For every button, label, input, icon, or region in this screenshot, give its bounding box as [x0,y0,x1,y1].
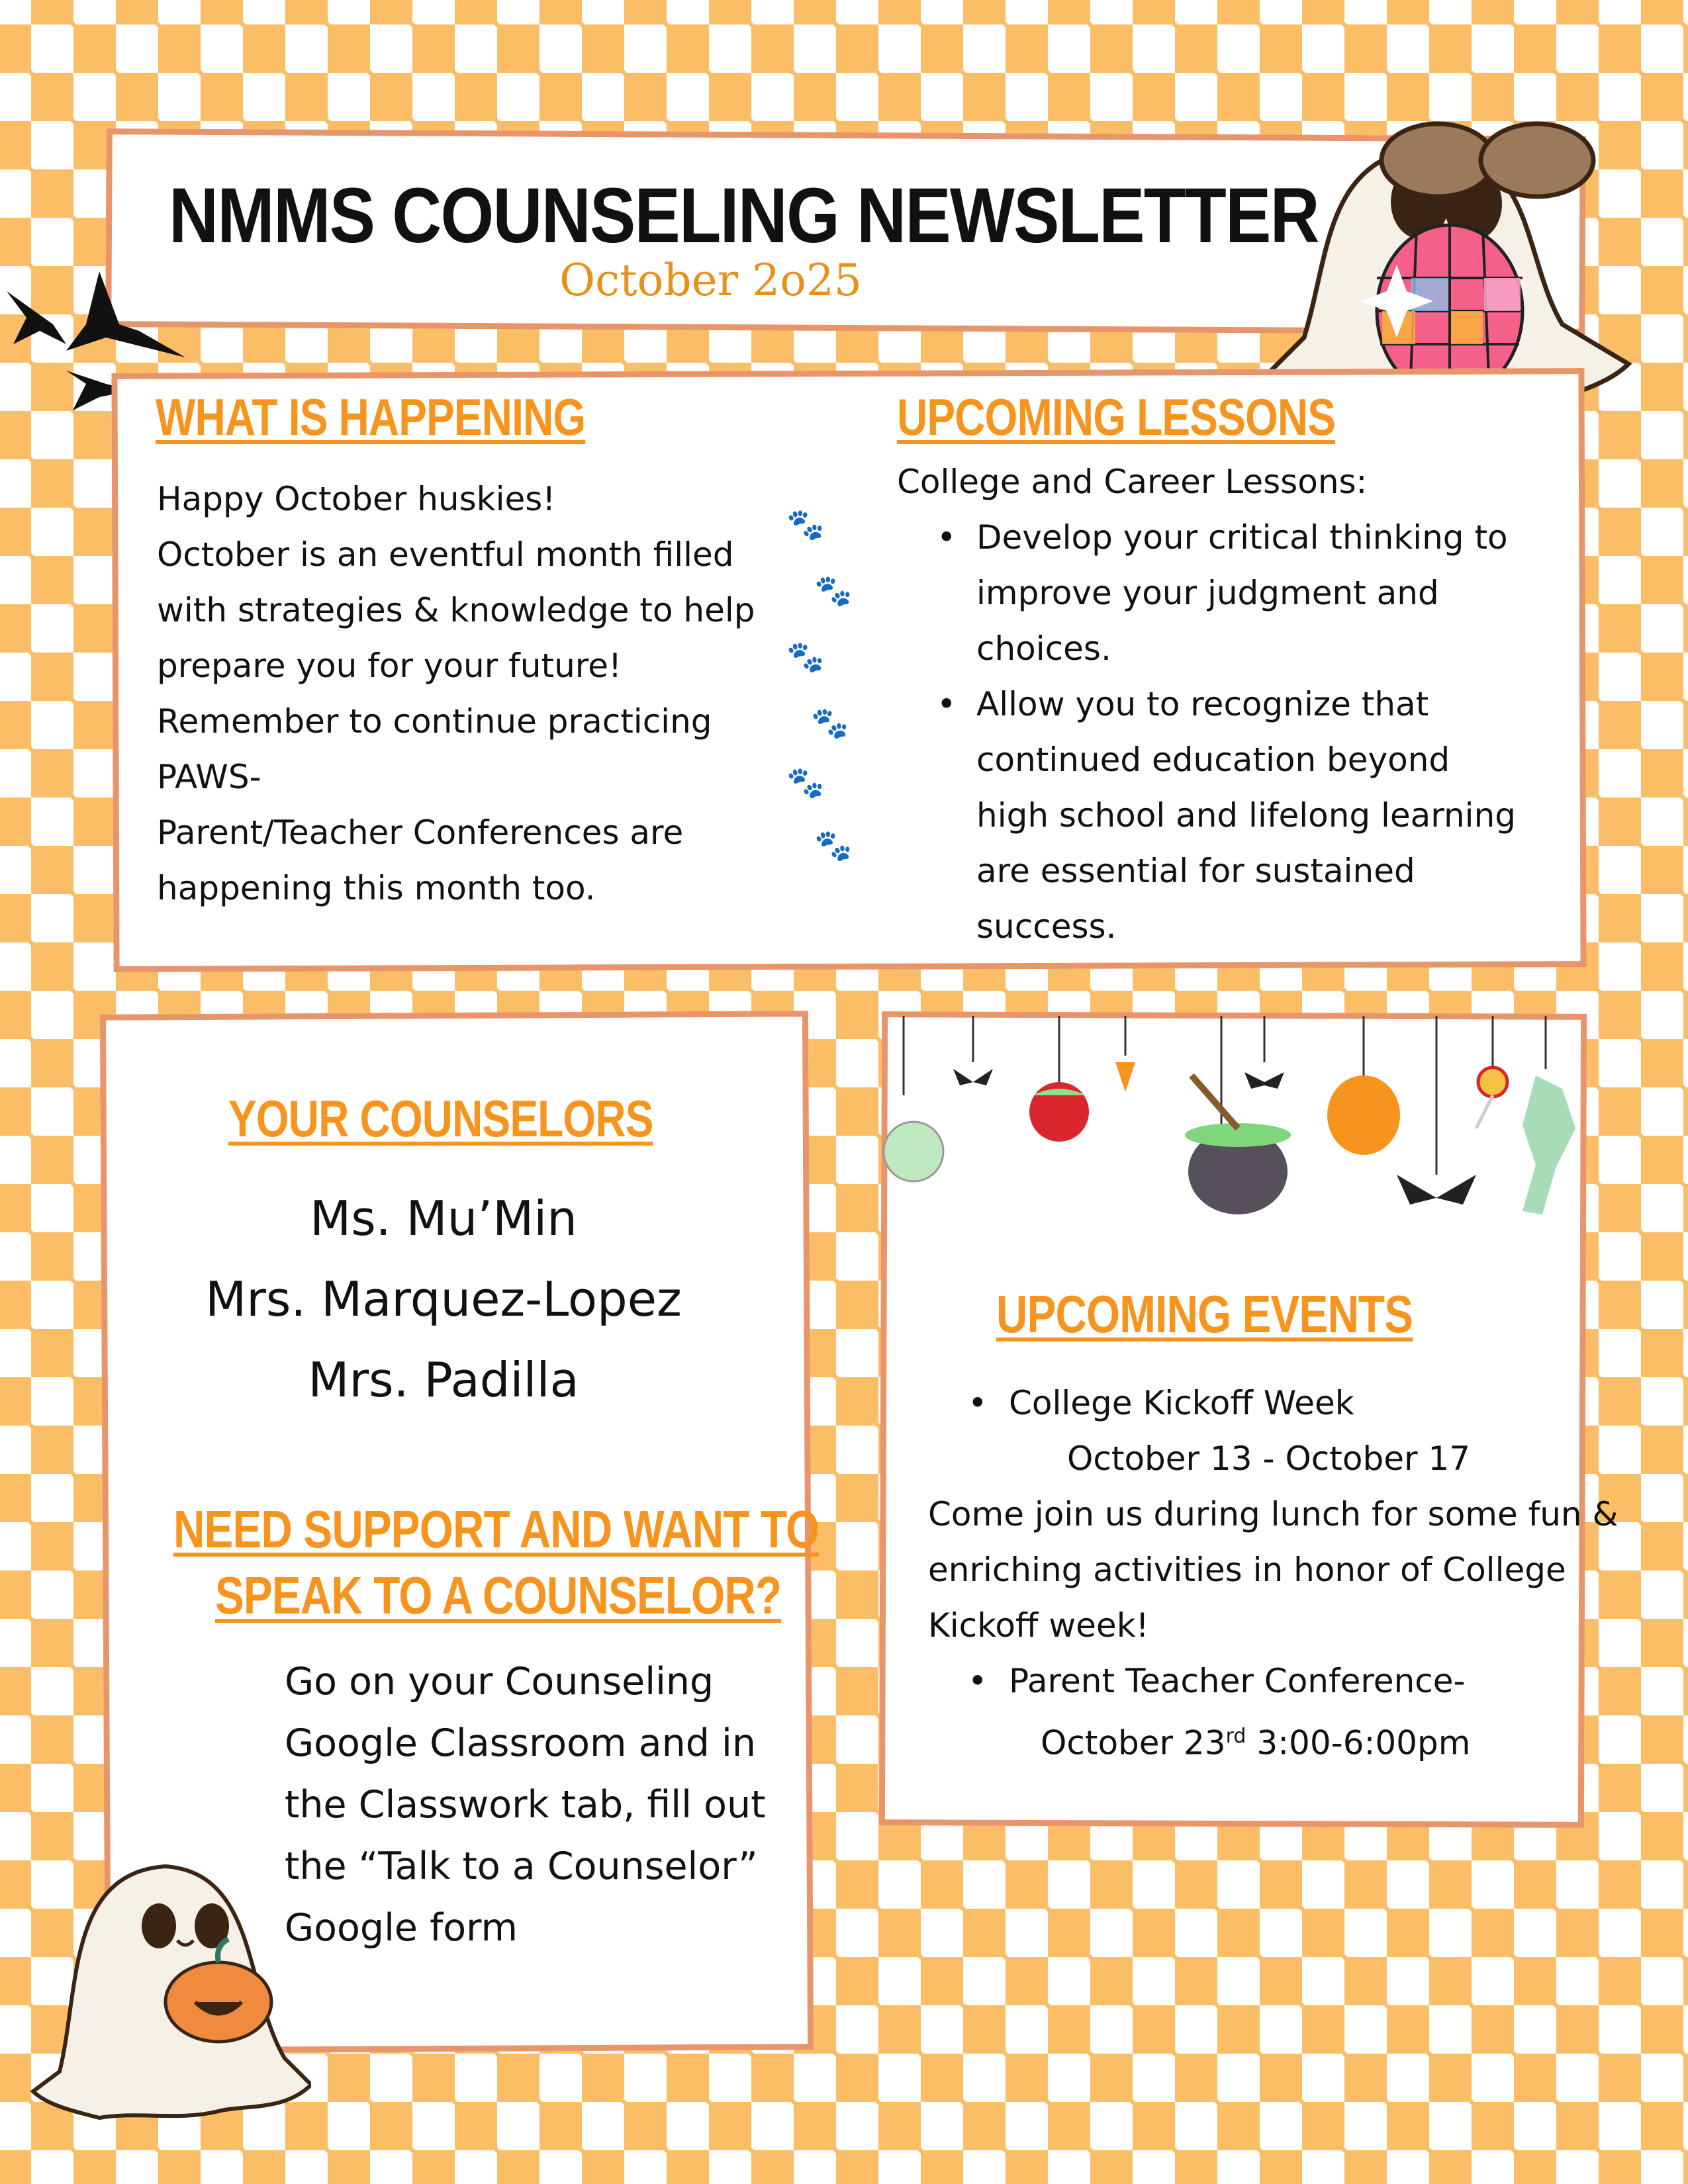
happening-line: Remember to continue practicing [157,702,712,741]
jack-o-lantern-icon [1327,1075,1400,1155]
bat-icon [1244,1072,1284,1089]
happening-text [157,471,755,916]
event-date-suffix: rd [1225,1725,1246,1748]
counselor-name: Mrs. Padilla [308,1352,579,1408]
happening-line: Parent/Teacher Conferences are [157,813,684,852]
counselor-names [113,1178,774,1420]
ghost-pumpkin-illustration [20,1833,311,2124]
event-dates: October 13 - October 17 [1067,1439,1471,1478]
paw-print-icon: 🐾 [786,506,825,542]
support-heading-line2: SPEAK TO A COUNSELOR? [215,1566,782,1625]
event-description-line: Kickoff week! [928,1606,1149,1645]
support-line: Go on your Counseling [285,1660,714,1704]
lesson-line: choices. [976,629,1111,668]
counselor-name: Mrs. Marquez-Lopez [205,1271,682,1327]
candy-corn-icon [1115,1062,1135,1092]
bat-icon [1397,1175,1476,1205]
lesson-bullet [976,510,1516,676]
lessons-intro: College and Career Lessons: [897,463,1368,501]
paw-print-icon: 🐾 [786,764,825,800]
support-line: the “Talk to a Counselor” [285,1844,758,1888]
paw-print-icon: 🐾 [814,827,853,863]
newsletter-date: October 2o25 [559,255,862,306]
lesson-bullet [976,676,1516,954]
paw-print-icon: 🐾 [786,639,825,674]
support-line: Google Classroom and in [285,1721,756,1765]
candy-apple-icon [1029,1082,1089,1142]
events-heading: UPCOMING EVENTS [996,1285,1413,1343]
event-description-line: Come join us during lunch for some fun & [928,1495,1618,1533]
event-title: College Kickoff Week [1009,1384,1354,1422]
halloween-hanging-decorations [880,1016,1582,1234]
event-description-line: enriching activities in honor of College [928,1551,1566,1589]
newsletter-title: NMMS COUNSELING NEWSLETTER [169,172,1319,259]
happening-line: with strategies & knowledge to help [157,591,755,629]
lesson-line: success. [976,907,1117,946]
lesson-line: are essential for sustained [976,852,1415,890]
support-heading-line1: NEED SUPPORT AND WANT TO [173,1500,820,1559]
paw-print-icon: 🐾 [811,705,849,741]
bat-icon [953,1069,993,1085]
lesson-line: high school and lifelong learning [976,796,1516,835]
counselors-heading: YOUR COUNSELORS [228,1089,653,1148]
event-date: October 23 [1041,1723,1226,1762]
event-time: 3:00-6:00pm [1246,1723,1471,1762]
happening-line: prepare you for your future! [157,647,622,685]
happening-line: Happy October huskies! [157,480,556,518]
lesson-line: improve your judgment and [976,574,1439,612]
lesson-line: continued education beyond [976,741,1450,779]
happening-line: happening this month too. [157,869,596,907]
paw-print-icon: 🐾 [814,572,853,608]
cauldron-icon [1185,1075,1291,1214]
event-parent-teacher-conference: • Parent Teacher Conference- [968,1662,1466,1700]
event-title: Parent Teacher Conference- [1009,1662,1466,1700]
lesson-line: • Develop your critical thinking to [976,518,1508,557]
lollipop-icon [1476,1068,1507,1128]
event-college-kickoff: • College Kickoff Week [968,1384,1354,1422]
counselor-name: Ms. Mu’Min [310,1191,577,1246]
events-text [928,1375,1618,1771]
support-line: Google form [285,1906,518,1950]
lessons-text [897,454,1516,954]
zombie-hand-icon [1523,1075,1575,1214]
lessons-heading: UPCOMING LESSONS [897,388,1336,446]
event-date-time [928,1709,1618,1771]
potion-icon [884,1122,943,1181]
support-text [285,1651,765,1959]
happening-line: October is an eventful month filled [157,535,734,574]
support-line: the Classwork tab, fill out [285,1783,766,1827]
happening-line: PAWS- [157,758,261,796]
happening-heading: WHAT IS HAPPENING [156,388,586,446]
lesson-line: • Allow you to recognize that [976,685,1429,723]
